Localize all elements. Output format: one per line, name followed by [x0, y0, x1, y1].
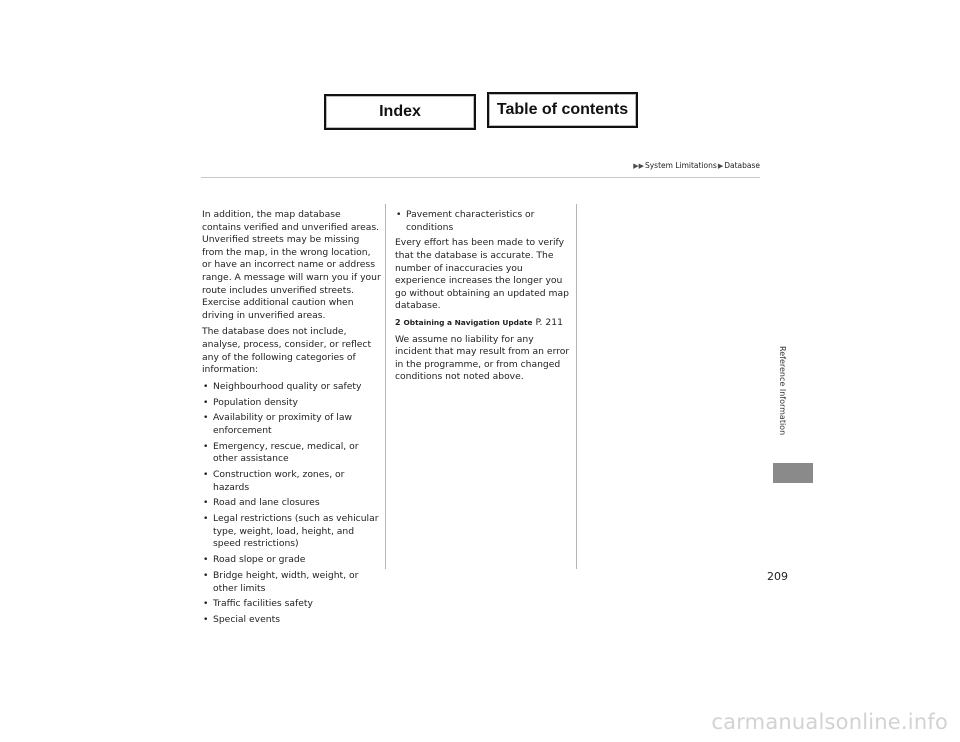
cross-reference-title: Obtaining a Navigation Update	[403, 317, 533, 327]
table-of-contents-button[interactable]: Table of contents	[487, 92, 638, 128]
list-item: • Road slope or grade	[203, 554, 306, 566]
list-item: • Traffic facilities safety	[203, 598, 313, 610]
breadcrumb	[633, 161, 760, 170]
bullet-icon: •	[396, 209, 402, 220]
header-divider	[201, 177, 760, 178]
bullet-icon: •	[203, 513, 209, 525]
column-divider	[576, 204, 577, 569]
bullet-icon: •	[203, 554, 209, 566]
watermark: carmanualsonline.info	[711, 710, 948, 734]
page-number: 209	[767, 570, 788, 583]
list-item: • Emergency, rescue, medical, or other assistance	[203, 440, 359, 465]
breadcrumb-section: System Limitations	[644, 161, 717, 170]
bullet-icon: •	[203, 396, 209, 408]
section-side-label: Reference Information	[778, 346, 787, 436]
paragraph: We assume no liability for any incident that may result from an error in the programme, or from changed conditions not noted above.	[395, 333, 570, 383]
bullet-icon: •	[203, 469, 209, 481]
paragraph: Every effort has been made to verify that the database is accurate. The number of inaccuracies you experience increases the longer you go without obtaining an updated map database.	[395, 237, 569, 312]
list-item: • Construction work, zones, or hazards	[203, 469, 345, 493]
exclusion-list-continued	[395, 209, 573, 234]
list-item: • Pavement characteristics or conditions	[396, 209, 535, 233]
cross-reference-link[interactable]	[395, 317, 573, 330]
right-column	[395, 209, 573, 388]
paragraph: The database does not include, analyse, process, consider, or reflect any of the following categories of information:	[202, 326, 372, 376]
left-column	[202, 209, 382, 630]
list-item: • Availability or proximity of law enforcement	[203, 412, 352, 436]
list-item: • Population density	[203, 396, 298, 408]
bullet-icon: •	[203, 614, 209, 626]
triangle-right-icon: ▶	[717, 161, 724, 170]
list-item: • Road and lane closures	[203, 497, 320, 509]
list-item: • Bridge height, width, weight, or other limits	[203, 569, 359, 594]
list-item: • Legal restrictions (such as vehicular type, weight, load, height, and speed restrictions)	[203, 513, 379, 550]
index-button[interactable]: Index	[324, 94, 476, 130]
list-item: • Neighbourhood quality or safety	[203, 380, 362, 392]
bullet-icon: •	[203, 598, 209, 610]
bullet-icon: •	[203, 569, 209, 581]
bullet-icon: •	[203, 412, 209, 424]
column-divider	[385, 204, 386, 569]
bullet-icon: •	[203, 380, 209, 392]
exclusion-list	[202, 381, 382, 627]
paragraph: In addition, the map database contains verified and unverified areas. Unverified streets may be missing from the map, in the wrong location, or have an incorrect name or address range. A message will warn you if your route includes unverified streets. Exercise additional caution when driving in unverified areas.	[202, 209, 381, 321]
bullet-icon: •	[203, 497, 209, 509]
section-tab-marker	[773, 463, 813, 483]
cross-reference-page: P. 211	[535, 316, 563, 328]
bullet-icon: •	[203, 440, 209, 452]
breadcrumb-page: Database	[724, 161, 760, 170]
triangle-right-icon: ▶▶	[633, 161, 644, 170]
cross-reference-icon: 2	[395, 317, 401, 327]
list-item: • Special events	[203, 614, 280, 626]
